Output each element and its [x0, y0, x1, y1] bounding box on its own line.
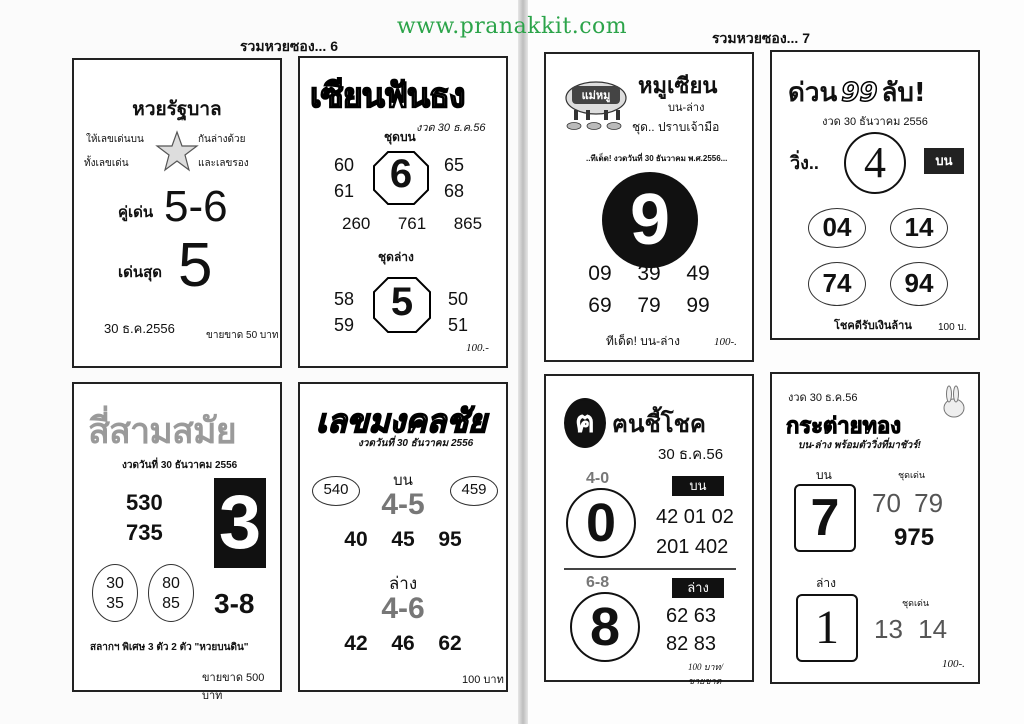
upper-label: ชุดบน — [384, 130, 416, 144]
oval-nums — [148, 574, 194, 614]
right-page-title: รวมหวยซอง... 7 — [712, 30, 810, 46]
panel-duan-99 — [770, 50, 980, 340]
price: 100 บาท/ขายขาด — [688, 662, 723, 686]
star-text-bottom-left: ทั้งเลขเด่น — [84, 158, 129, 169]
lower-main-number: 8 — [589, 597, 621, 657]
upper-label: บน — [393, 472, 413, 489]
number: 80 — [162, 575, 180, 592]
number: 95 — [438, 528, 462, 551]
oval-right-number: 459 — [461, 481, 487, 498]
upper-pair: 4-5 — [381, 488, 425, 521]
star-text-top-left: ให้เลขเด่นบน — [86, 134, 144, 145]
number-row: 201 402 — [656, 536, 729, 558]
upper-three: 975 — [894, 524, 935, 551]
price: 100-. — [942, 658, 965, 670]
number: 530 — [126, 490, 163, 515]
issue-date: งวด 30 ธันวาคม 2556 — [822, 116, 928, 128]
number: 14 — [904, 212, 934, 242]
star-text-top-right: กันล่างด้วย — [198, 134, 246, 145]
panel-khon-chi-chok — [544, 374, 754, 686]
left-nums — [126, 488, 163, 548]
oval-nums — [92, 574, 138, 614]
lower-nums — [300, 632, 506, 656]
number: 39 — [637, 262, 661, 285]
pair-label: คู่เด่น — [118, 204, 154, 221]
lower-main-number: 1 — [815, 601, 839, 654]
lower-left-nums — [334, 286, 354, 338]
subtitle: บน-ล่าง พร้อมตัววิ่งที่มาชัวร์! — [798, 440, 921, 451]
panel-title: กระต่ายทอง — [786, 414, 901, 439]
subtitle: บน-ล่าง — [668, 102, 705, 114]
upper-badge: บน — [672, 476, 724, 496]
panel-government-lottery — [72, 58, 282, 368]
price: 100-. — [714, 336, 737, 348]
three-digit-row — [342, 214, 482, 234]
main-number: 4 — [864, 138, 886, 187]
upper-nums: 70 79 — [872, 488, 944, 518]
lower-nums — [666, 602, 716, 658]
price: 100.- — [466, 342, 489, 354]
number: 09 — [588, 262, 612, 285]
row-1 — [546, 262, 752, 286]
number: 04 — [822, 212, 852, 242]
issue-date: งวดวันที่ 30 ธันวาคม 2556 — [122, 460, 238, 471]
upper-nums — [300, 528, 506, 552]
panel-lek-mongkol-chai — [298, 382, 508, 692]
upper-right-nums — [444, 152, 464, 204]
note: สลากฯ พิเศษ 3 ตัว 2 ตัว "หวยบนดิน" — [90, 642, 249, 653]
panel-title: หมูเซียน — [638, 74, 718, 99]
number: 60 — [334, 155, 355, 175]
tagline: ชุด.. ปราบเจ้ามือ — [632, 120, 720, 134]
lower-label: ชุดล่าง — [378, 250, 414, 264]
price: ขายขาด 50 บาท — [206, 330, 279, 341]
lower-nums: 13 14 — [874, 614, 948, 644]
number: 79 — [637, 294, 661, 317]
divider — [564, 568, 736, 570]
lower-pair: 6-8 — [586, 574, 610, 591]
panel-sian-fanthong — [298, 56, 508, 368]
number: 59 — [334, 315, 355, 335]
oval-left-number: 540 — [323, 481, 349, 498]
upper-label: บน — [816, 468, 832, 482]
panel-title — [788, 72, 926, 113]
price: 100 บาท — [462, 674, 504, 686]
lower-set-label: ชุดเด่น — [902, 598, 930, 608]
row-2 — [546, 294, 752, 318]
panel-moo-sian — [544, 52, 754, 362]
number: 85 — [162, 595, 180, 612]
panel-title: ฅนชี้โชค — [612, 410, 706, 438]
lower-badge: ล่าง — [672, 578, 724, 598]
site-watermark: www.pranakkit.com — [396, 14, 628, 39]
lower-main-number: 5 — [390, 280, 414, 324]
page-gutter — [518, 0, 528, 724]
number: 761 — [397, 214, 427, 233]
title-number: 99 — [841, 78, 878, 108]
number: 260 — [342, 214, 371, 233]
number: 30 — [106, 575, 124, 592]
number: 99 — [686, 294, 710, 317]
number: 62 — [438, 632, 462, 655]
upper-main-number: 0 — [585, 493, 617, 553]
issue-date: งวด 30 ธ.ค.56 — [416, 122, 486, 134]
panel-title: เลขมงคลชัย — [316, 402, 487, 440]
issue-date: งวด 30 ธ.ค.56 — [788, 392, 858, 404]
upper-set-label: ชุดเด่น — [898, 470, 926, 480]
number: 94 — [904, 268, 934, 298]
main-number: 3 — [218, 480, 262, 565]
upper-nums — [656, 502, 734, 562]
logo-text: แม่หมู — [572, 86, 620, 104]
upper-left-nums — [334, 152, 354, 204]
number: 61 — [334, 181, 355, 201]
run-label: วิ่ง.. — [790, 153, 819, 173]
number: 46 — [391, 632, 415, 655]
upper-pair: 4-0 — [586, 470, 610, 487]
number: 35 — [106, 595, 124, 612]
number: 65 — [444, 155, 465, 175]
number: 74 — [822, 268, 852, 298]
number: 68 — [444, 181, 465, 201]
panel-si-sam-samai — [72, 382, 282, 702]
number-row: 62 63 — [666, 605, 717, 627]
upper-main-number: 7 — [810, 489, 840, 547]
title-text: ด่วน — [788, 78, 838, 108]
price: ขายขาด 500 บาท — [202, 672, 265, 702]
number-row: 42 01 02 — [656, 506, 734, 528]
number: 865 — [453, 214, 483, 233]
number: 69 — [588, 294, 612, 317]
panel-kratai-thong — [770, 372, 980, 684]
number: 51 — [448, 315, 469, 335]
price: 100 บ. — [938, 322, 967, 333]
number: 50 — [448, 289, 469, 309]
title-end: ลับ! — [881, 78, 926, 108]
lower-right-nums — [448, 286, 468, 338]
main-number: 9 — [629, 180, 671, 260]
number: 49 — [686, 262, 710, 285]
footer: โชคดีรับเงินล้าน — [834, 320, 912, 332]
number: 40 — [344, 528, 368, 551]
issue-date: 30 ธ.ค.2556 — [104, 321, 175, 336]
upper-badge: บน — [924, 148, 964, 174]
number: 735 — [126, 520, 163, 545]
issue-date: งวดวันที่ 30 ธันวาคม 2556 — [358, 438, 474, 449]
panel-title: เซียนฟันธง — [310, 76, 465, 116]
number: 58 — [334, 289, 355, 309]
rabbit-icon — [936, 386, 966, 420]
date-line: ..ทีเด็ด! งวดวันที่ 30 ธันวาคม พ.ศ.2556... — [586, 154, 728, 163]
lower-label: ล่าง — [816, 576, 836, 590]
top-label: เด่นสุด — [118, 264, 163, 281]
number-row: 82 83 — [666, 633, 717, 655]
number: 42 — [344, 632, 368, 655]
number: 45 — [391, 528, 415, 551]
issue-date: 30 ธ.ค.56 — [658, 446, 724, 463]
star-icon — [156, 130, 198, 172]
panel-title: สี่สามสมัย — [88, 411, 236, 452]
logo-badge: ฅ — [564, 398, 606, 448]
upper-main-number: 6 — [389, 152, 413, 196]
footer: ทีเด็ด! บน-ล่าง — [606, 334, 681, 348]
pair-value: 5-6 — [164, 182, 228, 231]
pair-value: 3-8 — [214, 588, 255, 619]
star-text-bottom-right: และเลขรอง — [198, 158, 249, 169]
left-page-title: รวมหวยซอง... 6 — [240, 38, 338, 54]
lower-label: ล่าง — [388, 574, 418, 593]
panel-title: หวยรัฐบาล — [132, 99, 222, 120]
top-value: 5 — [178, 231, 213, 300]
lower-pair: 4-6 — [381, 592, 425, 625]
